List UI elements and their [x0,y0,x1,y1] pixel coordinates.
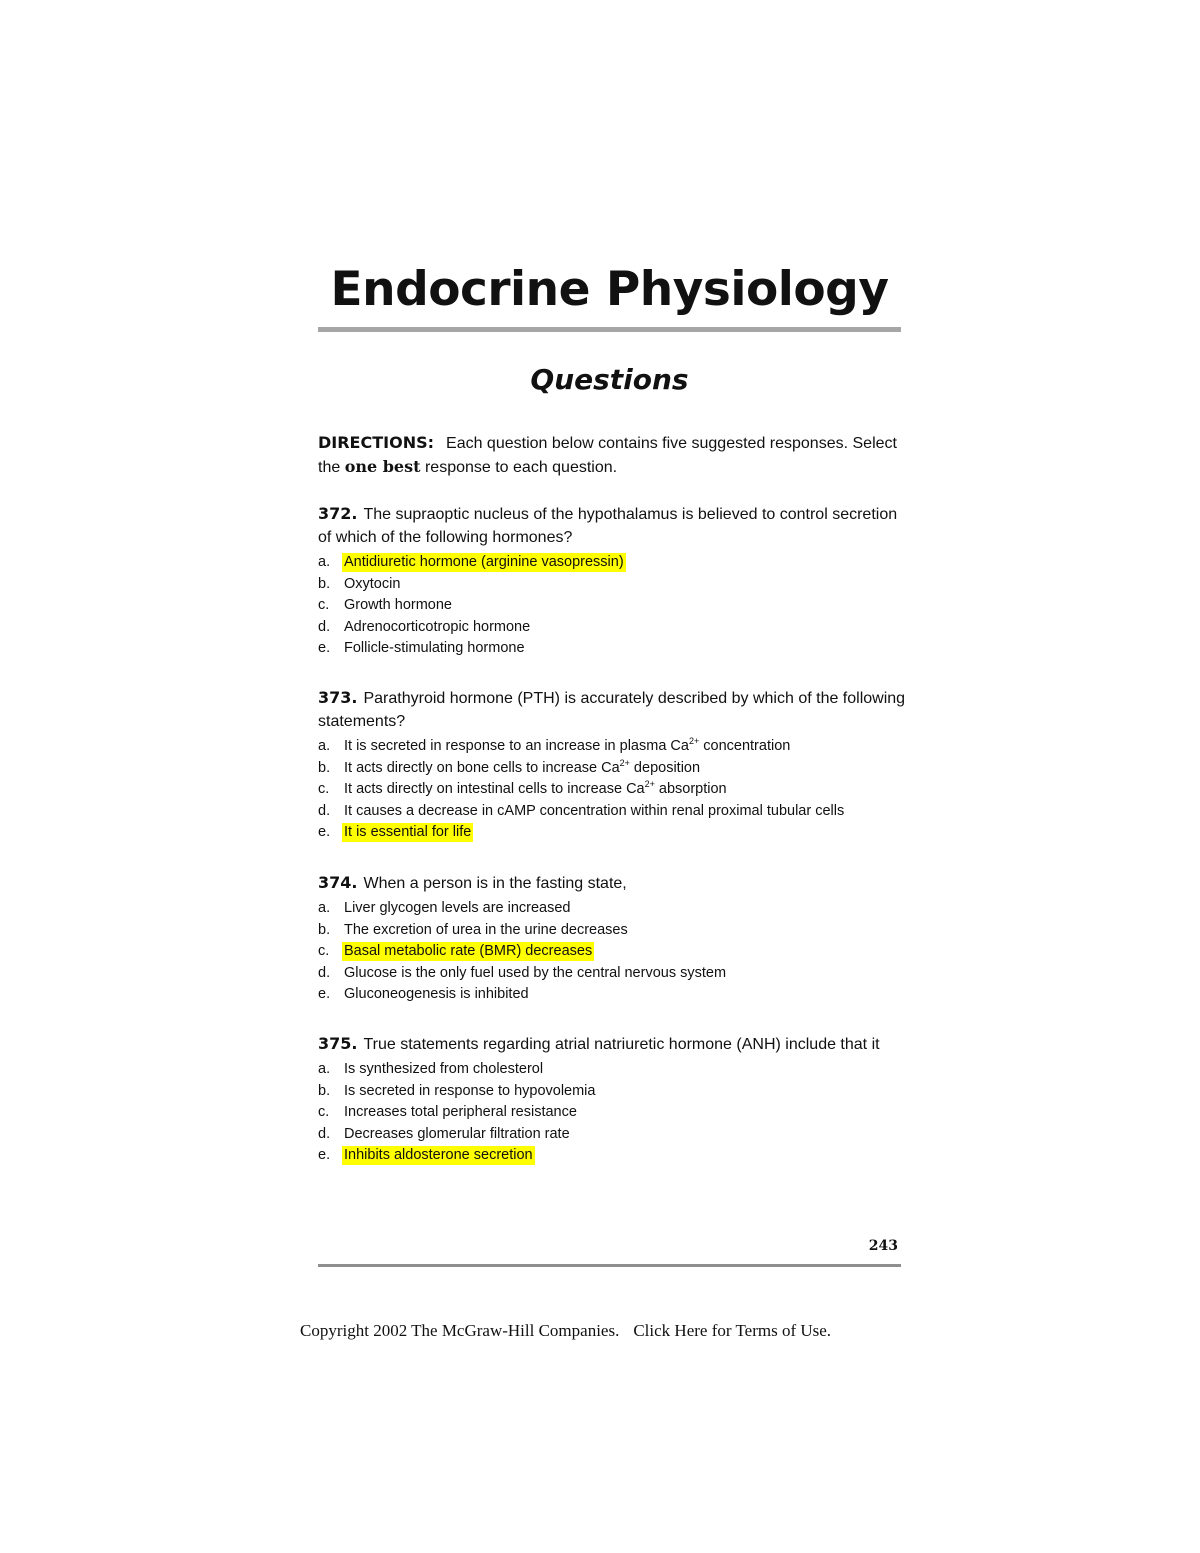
question-373 [318,686,908,844]
question-number: 375. [318,1034,358,1053]
option-letter: b. [318,759,331,776]
question-number: 372. [318,504,358,523]
option-d [318,963,908,985]
option-text: Glucose is the only fuel used by the central nervous system [344,964,727,981]
option-letter: d. [318,618,331,635]
question-number: 374. [318,873,358,892]
option-text-highlighted: It is essential for life [344,824,472,841]
option-list [318,552,908,660]
option-text-highlighted: Antidiuretic hormone (arginine vasopressin) [344,554,624,570]
question-number: 373. [318,688,358,707]
option-letter: e. [318,1147,331,1164]
option-b [318,920,908,942]
option-letter: a. [318,900,331,916]
option-letter: a. [318,1061,331,1077]
option-text-part: It acts directly on bone cells to increase Ca [344,759,620,776]
directions-label: DIRECTIONS: [318,433,435,452]
option-letter: e. [318,986,331,1003]
option-a [318,1059,908,1081]
option-text: It causes a decrease in cAMP concentration within renal proximal tubular cells [344,802,845,819]
option-text [344,757,701,776]
option-text-part: concentration [699,738,791,754]
option-letter: b. [318,1082,331,1099]
option-c [318,1102,908,1124]
question-stem [318,1032,908,1056]
question-stem [318,686,908,733]
option-d [318,1124,908,1146]
option-list [318,736,908,844]
option-text-part: deposition [629,759,701,776]
directions-text-before: Each question below contains five suggested responses. Select the [318,435,897,476]
option-letter: b. [318,575,331,592]
option-letter: b. [318,921,331,938]
option-e [318,638,908,660]
title-rule [318,327,901,332]
page-number: 243 [868,1238,898,1254]
option-e [318,1145,908,1167]
option-text-part: It is secreted in response to an increase in plasma Ca [344,738,689,754]
option-text-highlighted: Basal metabolic rate (BMR) decreases [344,943,593,960]
option-c [318,595,908,617]
option-text: Is secreted in response to hypovolemia [344,1082,596,1099]
section-title: Questions [530,363,689,396]
option-a [318,736,908,758]
option-text: Growth hormone [344,597,452,614]
option-text: Gluconeogenesis is inhibited [344,986,529,1003]
superscript: 2+ [644,779,655,790]
option-text: Liver glycogen levels are increased [344,900,571,916]
option-b [318,574,908,596]
option-text-part: absorption [654,781,727,798]
option-b [318,1081,908,1103]
directions-text-after: response to each question. [420,459,618,476]
question-text: Parathyroid hormone (PTH) is accurately described by which of the following statements? [318,690,906,730]
option-letter: d. [318,1125,331,1142]
option-letter: c. [318,597,330,614]
option-letter: c. [318,781,330,798]
directions [318,431,908,479]
question-372 [318,502,908,660]
option-text: Increases total peripheral resistance [344,1104,577,1121]
directions-emphasis: one best [344,457,421,476]
option-list [318,1059,908,1167]
option-text [344,738,790,754]
question-stem [318,871,908,895]
option-e [318,822,908,844]
option-text-highlighted: Inhibits aldosterone secretion [344,1147,533,1164]
option-c [318,941,908,963]
option-c [318,779,908,801]
option-text: Follicle-stimulating hormone [344,640,525,657]
question-text: The supraoptic nucleus of the hypothalamus is believed to control secretion of which of the following hormones? [318,506,898,546]
question-text: True statements regarding atrial natriuretic hormone (ANH) include that it [363,1036,880,1053]
question-stem [318,502,908,549]
option-a [318,552,908,574]
footer-rule [318,1264,901,1267]
option-text: Oxytocin [344,575,401,592]
chapter-title: Endocrine Physiology [330,262,889,317]
question-374 [318,871,908,1006]
option-text: The excretion of urea in the urine decreases [344,921,628,938]
option-text: Adrenocorticotropic hormone [344,618,531,635]
option-text: Decreases glomerular filtration rate [344,1125,570,1142]
option-text: Is synthesized from cholesterol [344,1061,544,1077]
option-letter: e. [318,640,331,657]
option-text-part: It acts directly on intestinal cells to increase Ca [344,781,645,798]
option-text [344,781,727,797]
option-d [318,617,908,639]
option-letter: a. [318,738,331,754]
superscript: 2+ [619,757,630,768]
option-b [318,758,908,780]
option-e [318,984,908,1006]
terms-of-use-link[interactable]: Click Here for Terms of Use. [633,1321,832,1340]
superscript: 2+ [688,736,700,746]
option-letter: c. [318,1104,330,1121]
option-list [318,898,908,1006]
option-letter: e. [318,824,331,841]
question-text: When a person is in the fasting state, [363,875,627,892]
option-letter: c. [318,943,330,960]
option-letter: d. [318,802,331,819]
option-a [318,898,908,920]
copyright-text: Copyright 2002 The McGraw-Hill Companies. [300,1321,620,1340]
option-letter: d. [318,964,331,981]
question-375 [318,1032,908,1167]
option-letter: a. [318,554,331,570]
copyright-footer [300,1321,920,1341]
option-d [318,801,908,823]
